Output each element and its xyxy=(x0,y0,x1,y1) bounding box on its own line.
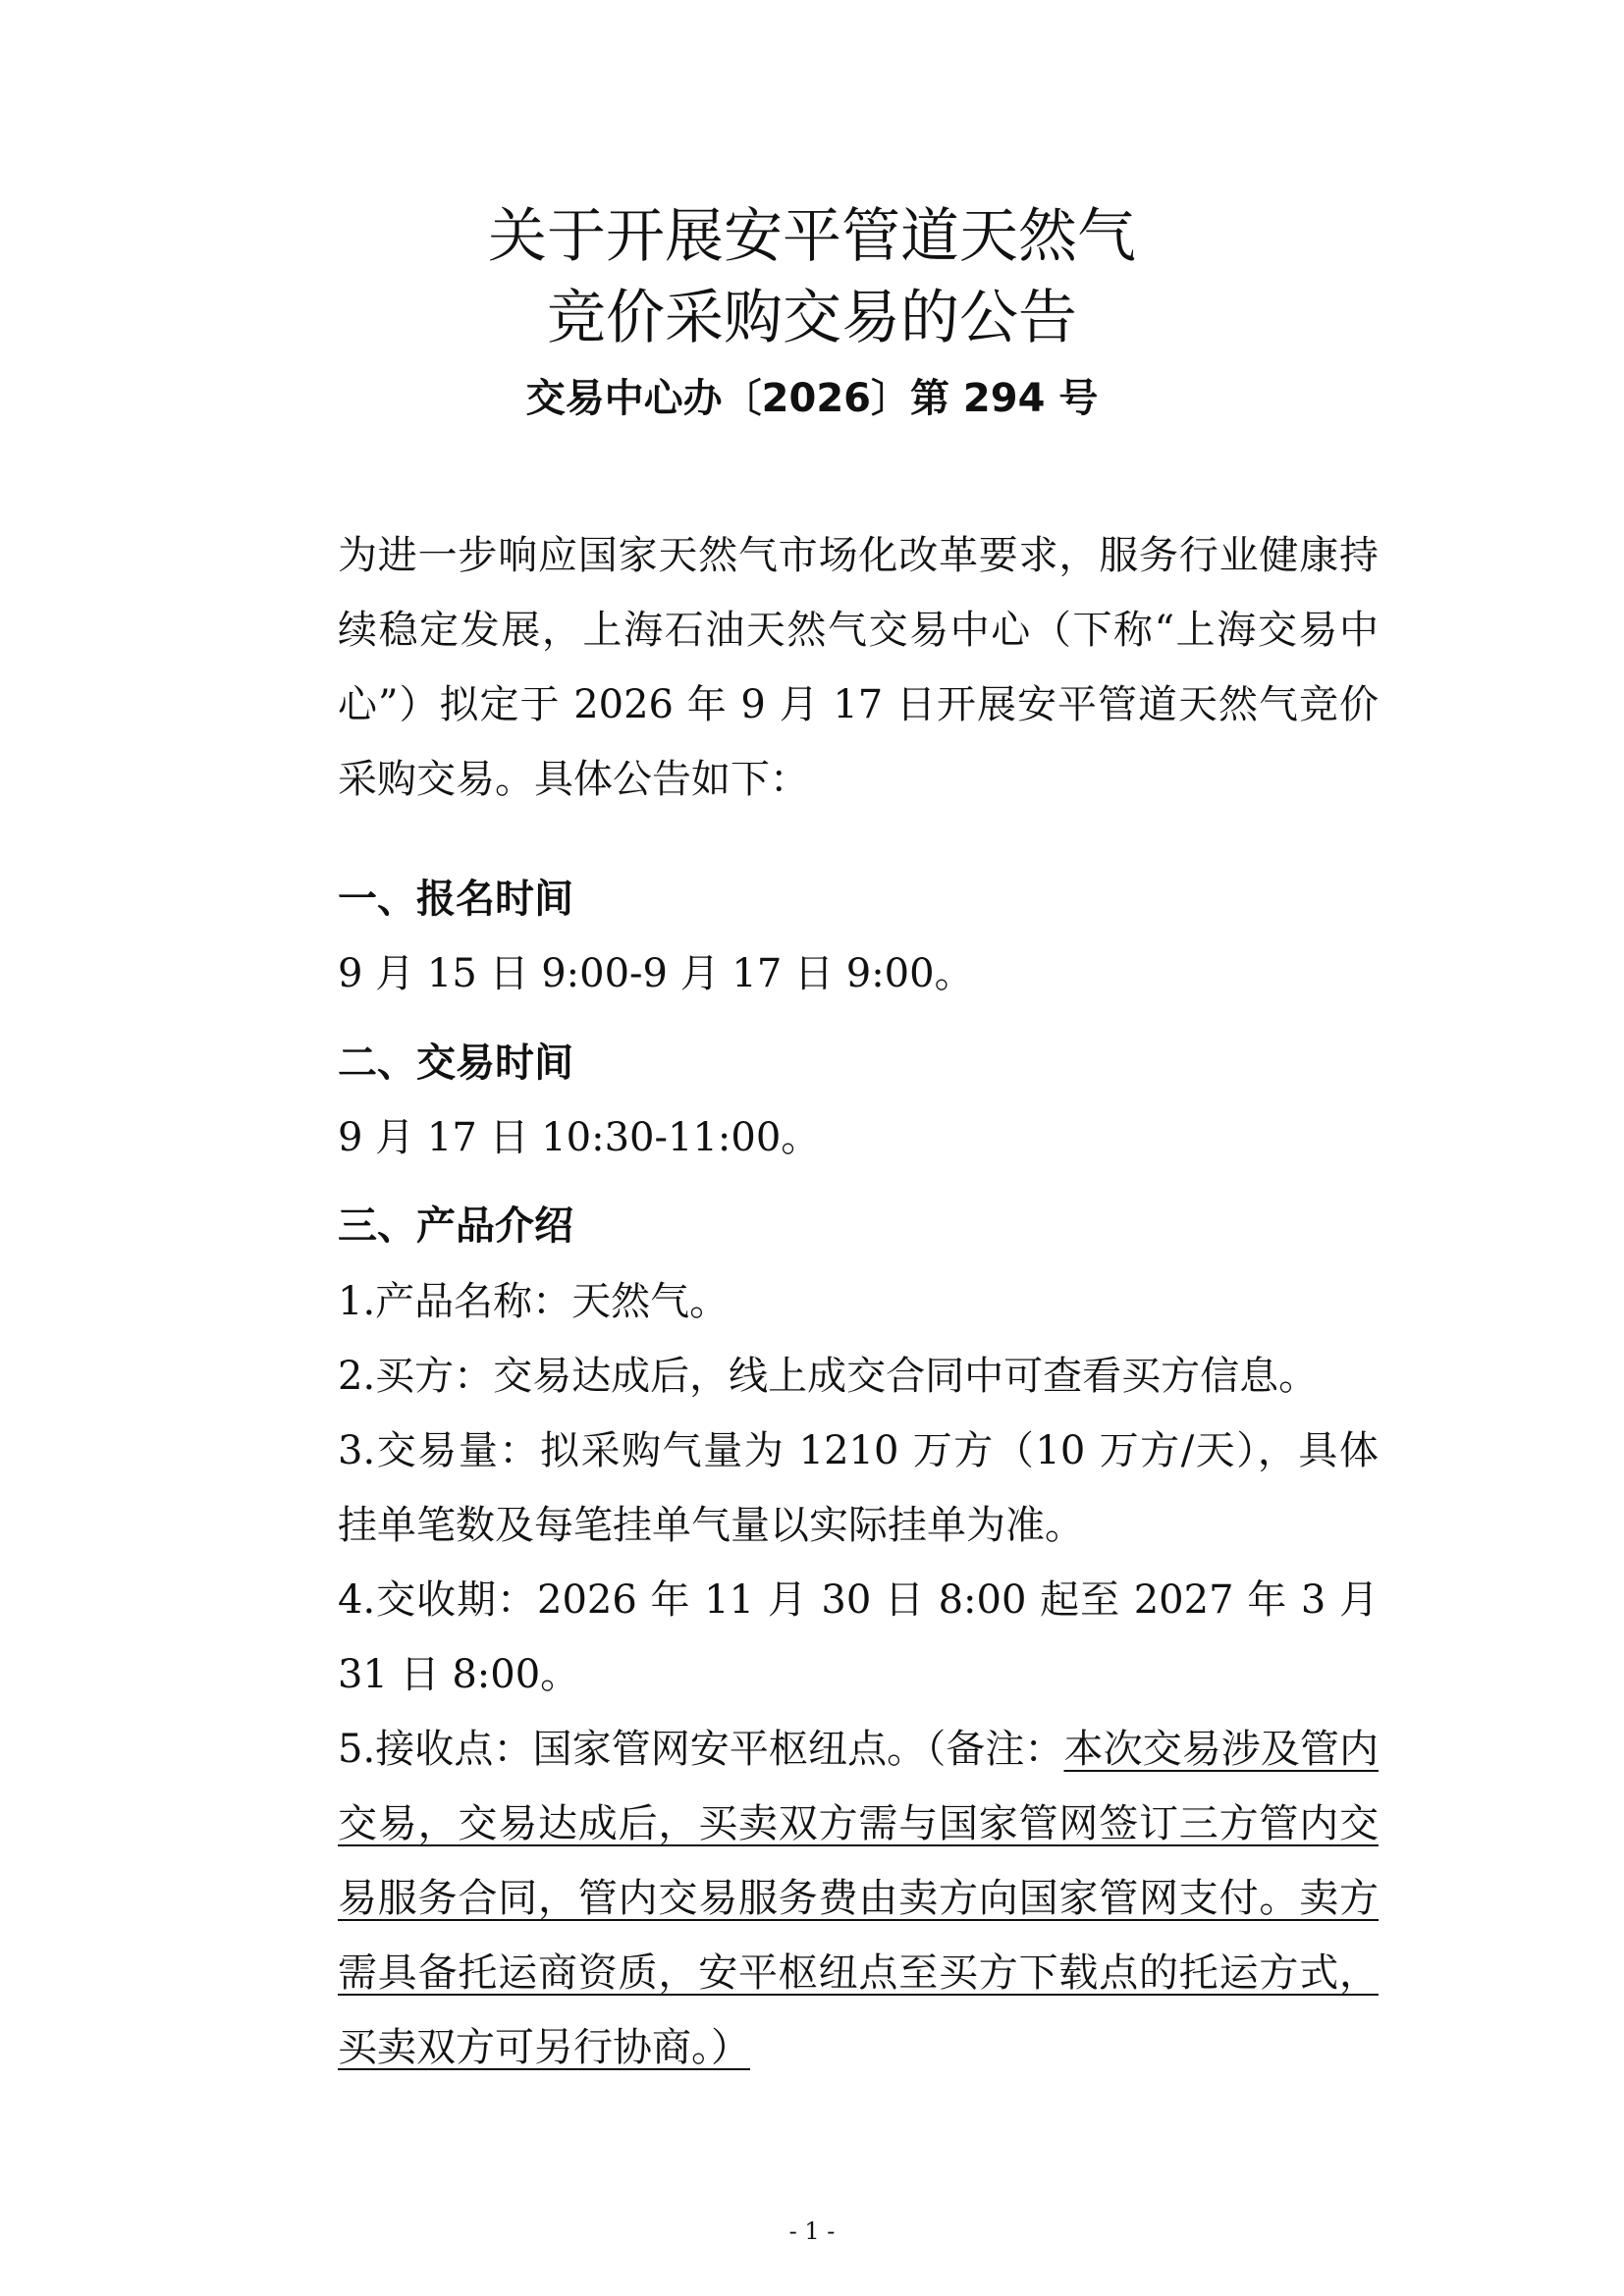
product-item-1: 1.产品名称：天然气。 xyxy=(338,1279,730,1324)
section-2-heading: 二、交易时间 xyxy=(338,1041,573,1086)
product-item-2: 2.买方：交易达成后，线上成交合同中可查看买方信息。 xyxy=(338,1354,1319,1399)
product-item-4 xyxy=(249,1563,1379,1712)
intro-paragraph xyxy=(249,518,1379,817)
intro-text: 为进一步响应国家天然气市场化改革要求，服务行业健康持续稳定发展，上海石油天然气交易中心（下称“上海交易中心”）拟定于 2026 年 9 月 17 日开展安平管道天然气竞价采购交易。具体公告如下： xyxy=(338,533,1379,802)
product-item-3 xyxy=(249,1414,1379,1563)
product-item-4-text: 4.交收期：2026 年 11 月 30 日 8:00 起至 2027 年 3 月 31 日 8:00。 xyxy=(338,1577,1379,1697)
section-1-text: 9 月 15 日 9:00-9 月 17 日 9:00。 xyxy=(338,951,974,996)
section-1-heading: 一、报名时间 xyxy=(338,877,573,922)
product-item-5 xyxy=(249,1712,1379,2085)
product-item-5-text: 5.接收点：国家管网安平枢纽点。（备注： xyxy=(338,1727,1064,1772)
document-number: 交易中心办〔2026〕第 294 号 xyxy=(525,376,1099,421)
product-item-3-text: 3.交易量：拟采购气量为 1210 万方（10 万方/天），具体挂单笔数及每笔挂单气量以实际挂单为准。 xyxy=(338,1428,1379,1548)
section-2-text: 9 月 17 日 10:30-11:00。 xyxy=(338,1115,821,1160)
document-title-line-2: 竞价采购交易的公告 xyxy=(547,284,1077,352)
page-number: - 1 - xyxy=(788,2217,836,2245)
document-title-line-1: 关于开展安平管道天然气 xyxy=(488,202,1136,271)
section-3-heading: 三、产品介绍 xyxy=(338,1203,573,1249)
product-item-5-remark: 本次交易涉及管内交易，交易达成后，买卖双方需与国家管网签订三方管内交易服务合同，管内交易服务费由卖方向国家管网支付。卖方需具备托运商资质，安平枢纽点至买方下载点的托运方式，买卖双方可另行协商。） xyxy=(338,1727,1379,2070)
